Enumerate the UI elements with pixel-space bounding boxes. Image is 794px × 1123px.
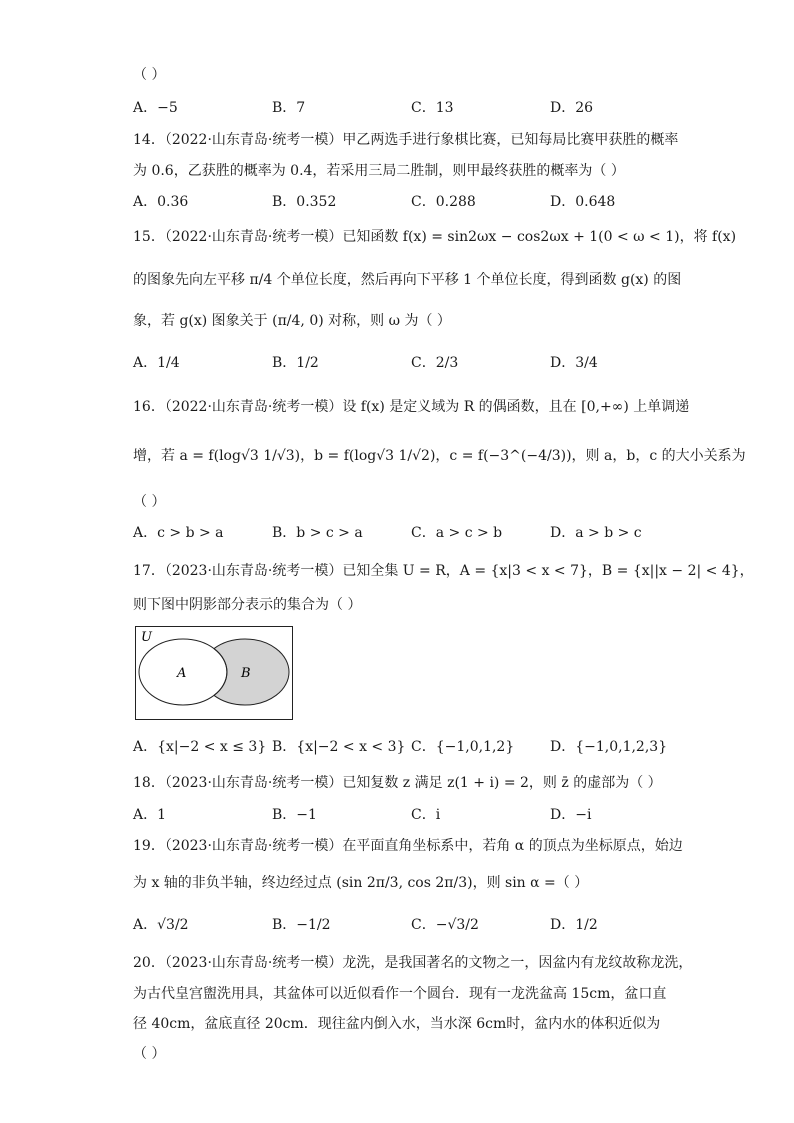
q15-options bbox=[133, 353, 673, 373]
q15-option-b: B．1/2 bbox=[272, 355, 319, 371]
q14-line-2: 为 0.6，乙获胜的概率为 0.4，若采用三局二胜制，则甲最终获胜的概率为（ ） bbox=[133, 163, 625, 179]
q20-line-1: 20．（2023·山东青岛·统考一模）龙洗，是我国著名的文物之一，因盆内有龙纹故称龙洗， bbox=[133, 955, 693, 971]
q16-option-a: A．c > b > a bbox=[133, 525, 224, 541]
q19-options bbox=[133, 915, 673, 935]
q15-line-1: 15．（2022·山东青岛·统考一模）已知函数 f(x) = sin2ωx − cos2ωx + 1(0 < ω < 1)，将 f(x) bbox=[133, 229, 737, 245]
q16-line-1: 16．（2022·山东青岛·统考一模）设 f(x) 是定义域为 R 的偶函数，且在 [0,+∞) 上单调递 bbox=[133, 399, 690, 415]
q13-answer-paren: （ ） bbox=[133, 67, 166, 83]
q19-option-c: C．−√3/2 bbox=[411, 917, 479, 933]
q16-option-d: D．a > b > c bbox=[550, 525, 642, 541]
q16-line-3: （ ） bbox=[133, 494, 166, 510]
q18-option-d: D．−i bbox=[550, 807, 592, 823]
q14-option-d: D．0.648 bbox=[550, 194, 616, 210]
q17-options bbox=[133, 737, 673, 757]
q15-option-d: D．3/4 bbox=[550, 355, 598, 371]
q18-option-b: B．−1 bbox=[272, 807, 317, 823]
venn-label-u: U bbox=[141, 630, 152, 645]
q19-line-1: 19．（2023·山东青岛·统考一模）在平面直角坐标系中，若角 α 的顶点为坐标原点，始边 bbox=[133, 838, 683, 854]
q18-option-a: A．1 bbox=[133, 807, 167, 823]
q15-line-2: 的图象先向左平移 π/4 个单位长度，然后再向下平移 1 个单位长度，得到函数 g(x) 的图 bbox=[133, 272, 682, 288]
venn-label-a: A bbox=[177, 666, 187, 681]
q13-option-a: A．−5 bbox=[133, 100, 178, 116]
q13-option-c: C．13 bbox=[411, 100, 454, 116]
q14-option-a: A．0.36 bbox=[133, 194, 189, 210]
q18-option-c: C．i bbox=[411, 807, 441, 823]
q17-line-1: 17．（2023·山东青岛·统考一模）已知全集 U = R，A = {x|3 < x < 7}，B = {x||x − 2| < 4}， bbox=[133, 563, 754, 579]
q18-line-1: 18．（2023·山东青岛·统考一模）已知复数 z 满足 z(1 + i) = 2，则 z̄ 的虚部为（ ） bbox=[133, 775, 662, 791]
venn-label-b: B bbox=[241, 666, 251, 681]
venn-diagram bbox=[135, 626, 293, 720]
q20-line-2: 为古代皇宫盥洗用具，其盆体可以近似看作一个圆台．现有一龙洗盆高 15cm，盆口直 bbox=[133, 986, 667, 1002]
q16-line-2: 增，若 a = f(log√3 1/√3)，b = f(log√3 1/√2)，c = f(−3^(−4/3))，则 a，b，c 的大小关系为 bbox=[133, 448, 746, 464]
q17-option-d: D．{−1,0,1,2,3} bbox=[550, 739, 668, 755]
q16-option-c: C．a > c > b bbox=[411, 525, 503, 541]
q13-option-d: D．26 bbox=[550, 100, 594, 116]
q19-option-a: A．√3/2 bbox=[133, 917, 189, 933]
q17-line-2: 则下图中阴影部分表示的集合为（ ） bbox=[133, 597, 362, 613]
q20-line-3: 径 40cm，盆底直径 20cm．现往盆内倒入水，当水深 6cm时，盆内水的体积近似为 bbox=[133, 1016, 661, 1032]
q20-line-4: （ ） bbox=[133, 1046, 166, 1062]
q16-option-b: B．b > c > a bbox=[272, 525, 363, 541]
q15-line-3: 象，若 g(x) 图象关于 (π/4, 0) 对称，则 ω 为（ ） bbox=[133, 313, 451, 329]
q15-option-c: C．2/3 bbox=[411, 355, 459, 371]
q14-option-c: C．0.288 bbox=[411, 194, 476, 210]
q16-options bbox=[133, 523, 673, 543]
q14-line-1: 14．（2022·山东青岛·统考一模）甲乙两选手进行象棋比赛，已知每局比赛甲获胜的概率 bbox=[133, 132, 679, 148]
q15-option-a: A．1/4 bbox=[133, 355, 180, 371]
q17-option-b: B．{x|−2 < x < 3} bbox=[272, 739, 406, 755]
q17-option-c: C．{−1,0,1,2} bbox=[411, 739, 515, 755]
q19-line-2: 为 x 轴的非负半轴，终边经过点 (sin 2π/3, cos 2π/3)，则 sin α =（ ） bbox=[133, 875, 589, 891]
q19-option-b: B．−1/2 bbox=[272, 917, 331, 933]
q13-option-b: B．7 bbox=[272, 100, 306, 116]
q14-option-b: B．0.352 bbox=[272, 194, 337, 210]
q19-option-d: D．1/2 bbox=[550, 917, 598, 933]
q18-options bbox=[133, 805, 673, 825]
q13-options bbox=[133, 98, 673, 118]
q17-option-a: A．{x|−2 < x ≤ 3} bbox=[133, 739, 267, 755]
q14-options bbox=[133, 192, 673, 212]
